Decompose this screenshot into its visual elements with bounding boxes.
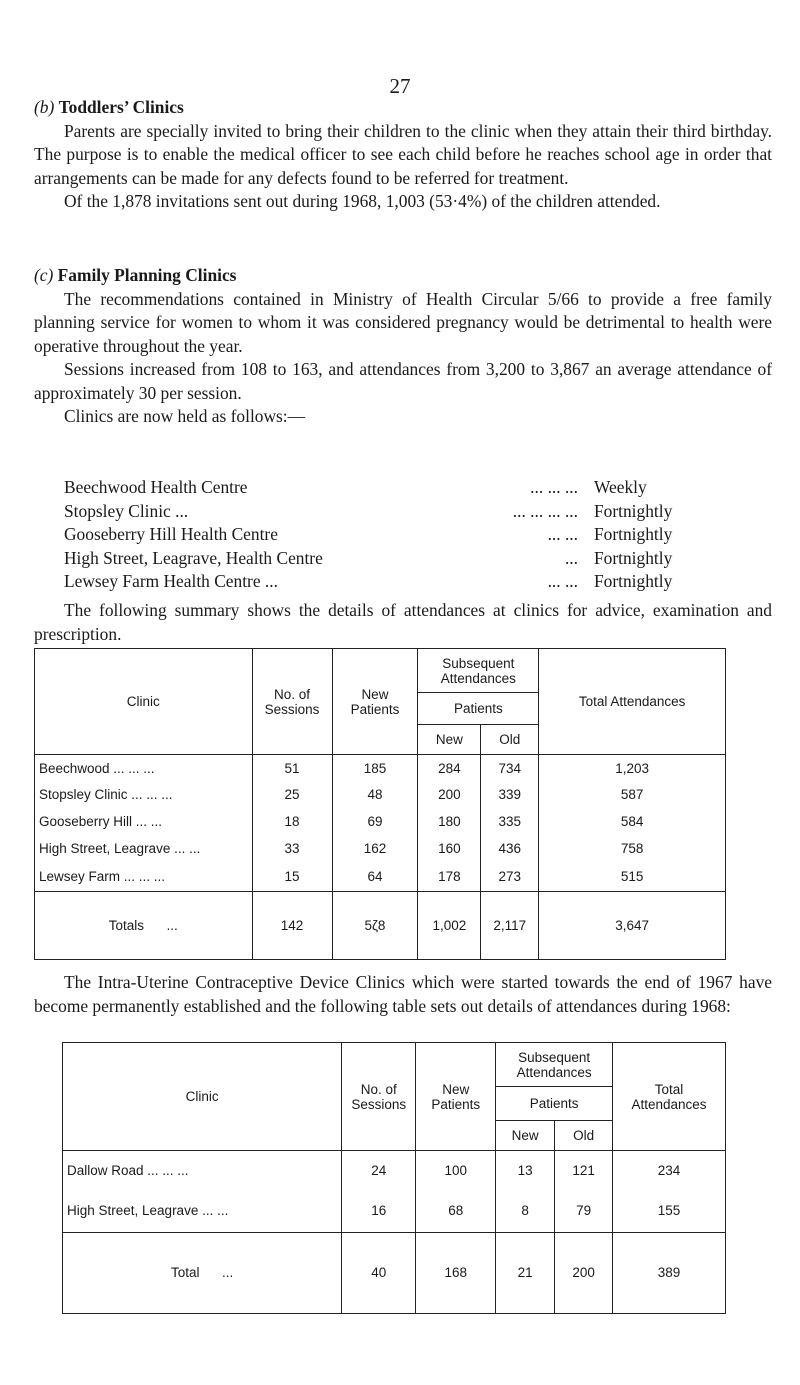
cell-sessions: 15 — [252, 861, 332, 891]
iud-attendance-table — [62, 1042, 726, 1314]
cell-sessions: 24 — [342, 1151, 416, 1190]
cell-sessions: 142 — [252, 891, 332, 959]
cell-sessions: 16 — [342, 1189, 416, 1232]
cell-clinic: Beechwood ... ... ... — [35, 755, 253, 782]
totals-label: Total — [170, 1265, 200, 1281]
cell-sessions: 40 — [342, 1232, 416, 1314]
family-planning-paragraph-1: The recommendations contained in Ministry of Health Circular 5/66 to provide a free family planning service for women to whom it was considered pregnancy would be detrimental to health were operative throughout the year. — [34, 288, 772, 356]
table-row — [63, 1151, 726, 1190]
cell-clinic: Dallow Road ... ... ... — [63, 1151, 342, 1190]
header-subsequent-attendances: Subsequent Attendances — [496, 1043, 613, 1087]
cell-new-patients: 162 — [332, 835, 418, 862]
cell-new: 21 — [496, 1232, 555, 1314]
table-row — [35, 861, 726, 891]
cell-new-patients: 48 — [332, 781, 418, 808]
toddlers-heading — [34, 96, 772, 120]
toddlers-paragraph-1: Parents are specially invited to bring their children to the clinic when they attain their third birthday. The purpose is to enable the medical officer to see each child before he reaches school age in order that arrangements can be made for any defects found to be referred for treatment. — [34, 120, 772, 188]
table-row — [35, 755, 726, 782]
cell-total: 389 — [613, 1232, 726, 1314]
cell-new: 1,002 — [418, 891, 481, 959]
totals-label: Totals — [108, 917, 145, 933]
cell-total: 758 — [539, 835, 726, 862]
table-row — [35, 808, 726, 835]
cell-clinic: Stopsley Clinic ... ... ... — [35, 781, 253, 808]
clinic-name: Lewsey Farm Health Centre ... — [64, 571, 278, 591]
header-new: New — [418, 725, 481, 755]
toddlers-heading-letter: (b) — [34, 97, 55, 117]
toddlers-heading-text: Toddlers’ Clinics — [58, 97, 184, 117]
cell-sessions: 25 — [252, 781, 332, 808]
header-new-patients: New Patients — [416, 1043, 496, 1151]
family-planning-heading — [34, 264, 772, 288]
cell-old: 436 — [481, 835, 539, 862]
cell-old: 121 — [555, 1151, 613, 1190]
cell-total: 234 — [613, 1151, 726, 1190]
cell-old: 200 — [555, 1232, 613, 1314]
leader-dots: ... — [222, 1265, 234, 1281]
clinic-schedule-item — [64, 570, 704, 594]
family-planning-paragraph-3: Clinics are now held as follows:— — [64, 406, 306, 426]
cell-new-patients: 185 — [332, 755, 418, 782]
cell-clinic: Gooseberry Hill ... ... — [35, 808, 253, 835]
table-row — [35, 781, 726, 808]
cell-new: 160 — [418, 835, 481, 862]
clinic-frequency: Fortnightly — [594, 524, 673, 544]
cell-old: 734 — [481, 755, 539, 782]
summary-intro — [34, 599, 772, 646]
cell-totals-label — [35, 891, 253, 959]
header-new-patients: New Patients — [332, 649, 418, 755]
leader-dots: ... ... ... ... — [512, 500, 578, 521]
header-patients: Patients — [496, 1087, 613, 1121]
header-sessions: No. of Sessions — [342, 1043, 416, 1151]
cell-totals-label — [63, 1232, 342, 1314]
cell-new: 200 — [418, 781, 481, 808]
cell-old: 339 — [481, 781, 539, 808]
header-new: New — [496, 1121, 555, 1151]
cell-new-patients: 68 — [416, 1189, 496, 1232]
clinic-name: High Street, Leagrave, Health Centre — [64, 547, 323, 568]
cell-clinic: High Street, Leagrave ... ... — [63, 1189, 342, 1232]
header-old: Old — [555, 1121, 613, 1151]
leader-dots: ... — [564, 547, 578, 568]
toddlers-section — [34, 96, 772, 214]
cell-new-patients: 100 — [416, 1151, 496, 1190]
totals-row — [35, 891, 726, 959]
cell-new: 180 — [418, 808, 481, 835]
leader-dots: ... ... — [547, 524, 578, 544]
cell-new: 284 — [418, 755, 481, 782]
clinic-schedule-item — [64, 523, 704, 547]
cell-new-patients: 64 — [332, 861, 418, 891]
cell-clinic: Lewsey Farm ... ... ... — [35, 861, 253, 891]
family-planning-attendance-table — [34, 648, 726, 960]
clinic-schedule-item — [64, 500, 704, 524]
clinic-frequency: Weekly — [594, 477, 647, 497]
clinic-name: Stopsley Clinic ... — [64, 500, 189, 521]
iud-section — [34, 971, 772, 1018]
cell-sessions: 33 — [252, 835, 332, 862]
cell-old: 2,117 — [481, 891, 539, 959]
cell-new-patients: 69 — [332, 808, 418, 835]
cell-total: 584 — [539, 808, 726, 835]
cell-clinic: High Street, Leagrave ... ... — [35, 835, 253, 862]
header-patients: Patients — [418, 693, 539, 725]
toddlers-paragraph-2: Of the 1,878 invitations sent out during 1968, 1,003 (53·4%) of the children attended. — [64, 191, 661, 211]
family-planning-heading-letter: (c) — [34, 265, 54, 285]
header-clinic: Clinic — [35, 649, 253, 755]
leader-dots: ... — [166, 917, 178, 933]
cell-old: 335 — [481, 808, 539, 835]
header-subsequent-attendances: Subsequent Attendances — [418, 649, 539, 693]
table-row — [63, 1189, 726, 1232]
cell-new: 13 — [496, 1151, 555, 1190]
cell-new: 178 — [418, 861, 481, 891]
cell-new-patients: 168 — [416, 1232, 496, 1314]
clinic-frequency: Fortnightly — [594, 500, 673, 521]
header-total-attendances: Total Attendances — [613, 1043, 726, 1151]
clinic-schedule-list — [64, 476, 704, 594]
header-total-attendances: Total Attendances — [539, 649, 726, 755]
cell-old: 273 — [481, 861, 539, 891]
leader-dots: ... ... ... — [530, 477, 578, 497]
header-old: Old — [481, 725, 539, 755]
cell-total: 155 — [613, 1189, 726, 1232]
family-planning-paragraph-2: Sessions increased from 108 to 163, and attendances from 3,200 to 3,867 an average attendance of approximately 30 per session. — [34, 359, 772, 403]
clinic-name: Beechwood Health Centre — [64, 477, 248, 497]
cell-new: 8 — [496, 1189, 555, 1232]
family-planning-section — [34, 264, 772, 429]
clinic-frequency: Fortnightly — [594, 547, 673, 568]
cell-sessions: 51 — [252, 755, 332, 782]
cell-old: 79 — [555, 1189, 613, 1232]
family-planning-paragraph-4: The following summary shows the details of attendances at clinics for advice, examination and prescription. — [34, 600, 772, 644]
cell-new-patients: 5ζ8 — [332, 891, 418, 959]
clinic-frequency: Fortnightly — [594, 571, 673, 591]
table-row — [35, 835, 726, 862]
family-planning-heading-text: Family Planning Clinics — [57, 265, 237, 285]
cell-total: 587 — [539, 781, 726, 808]
clinic-schedule-item — [64, 547, 704, 571]
totals-row — [63, 1232, 726, 1314]
cell-total: 515 — [539, 861, 726, 891]
leader-dots: ... ... — [547, 571, 578, 591]
header-clinic: Clinic — [63, 1043, 342, 1151]
cell-sessions: 18 — [252, 808, 332, 835]
clinic-schedule-item — [64, 476, 704, 500]
clinic-name: Gooseberry Hill Health Centre — [64, 524, 278, 544]
page-number: 27 — [389, 74, 411, 98]
header-sessions: No. of Sessions — [252, 649, 332, 755]
cell-total: 3,647 — [539, 891, 726, 959]
iud-paragraph: The Intra-Uterine Contraceptive Device Clinics which were started towards the end of 1967 have become permanently established and the following table sets out details of attendances during 1968: — [34, 972, 772, 1016]
cell-total: 1,203 — [539, 755, 726, 782]
